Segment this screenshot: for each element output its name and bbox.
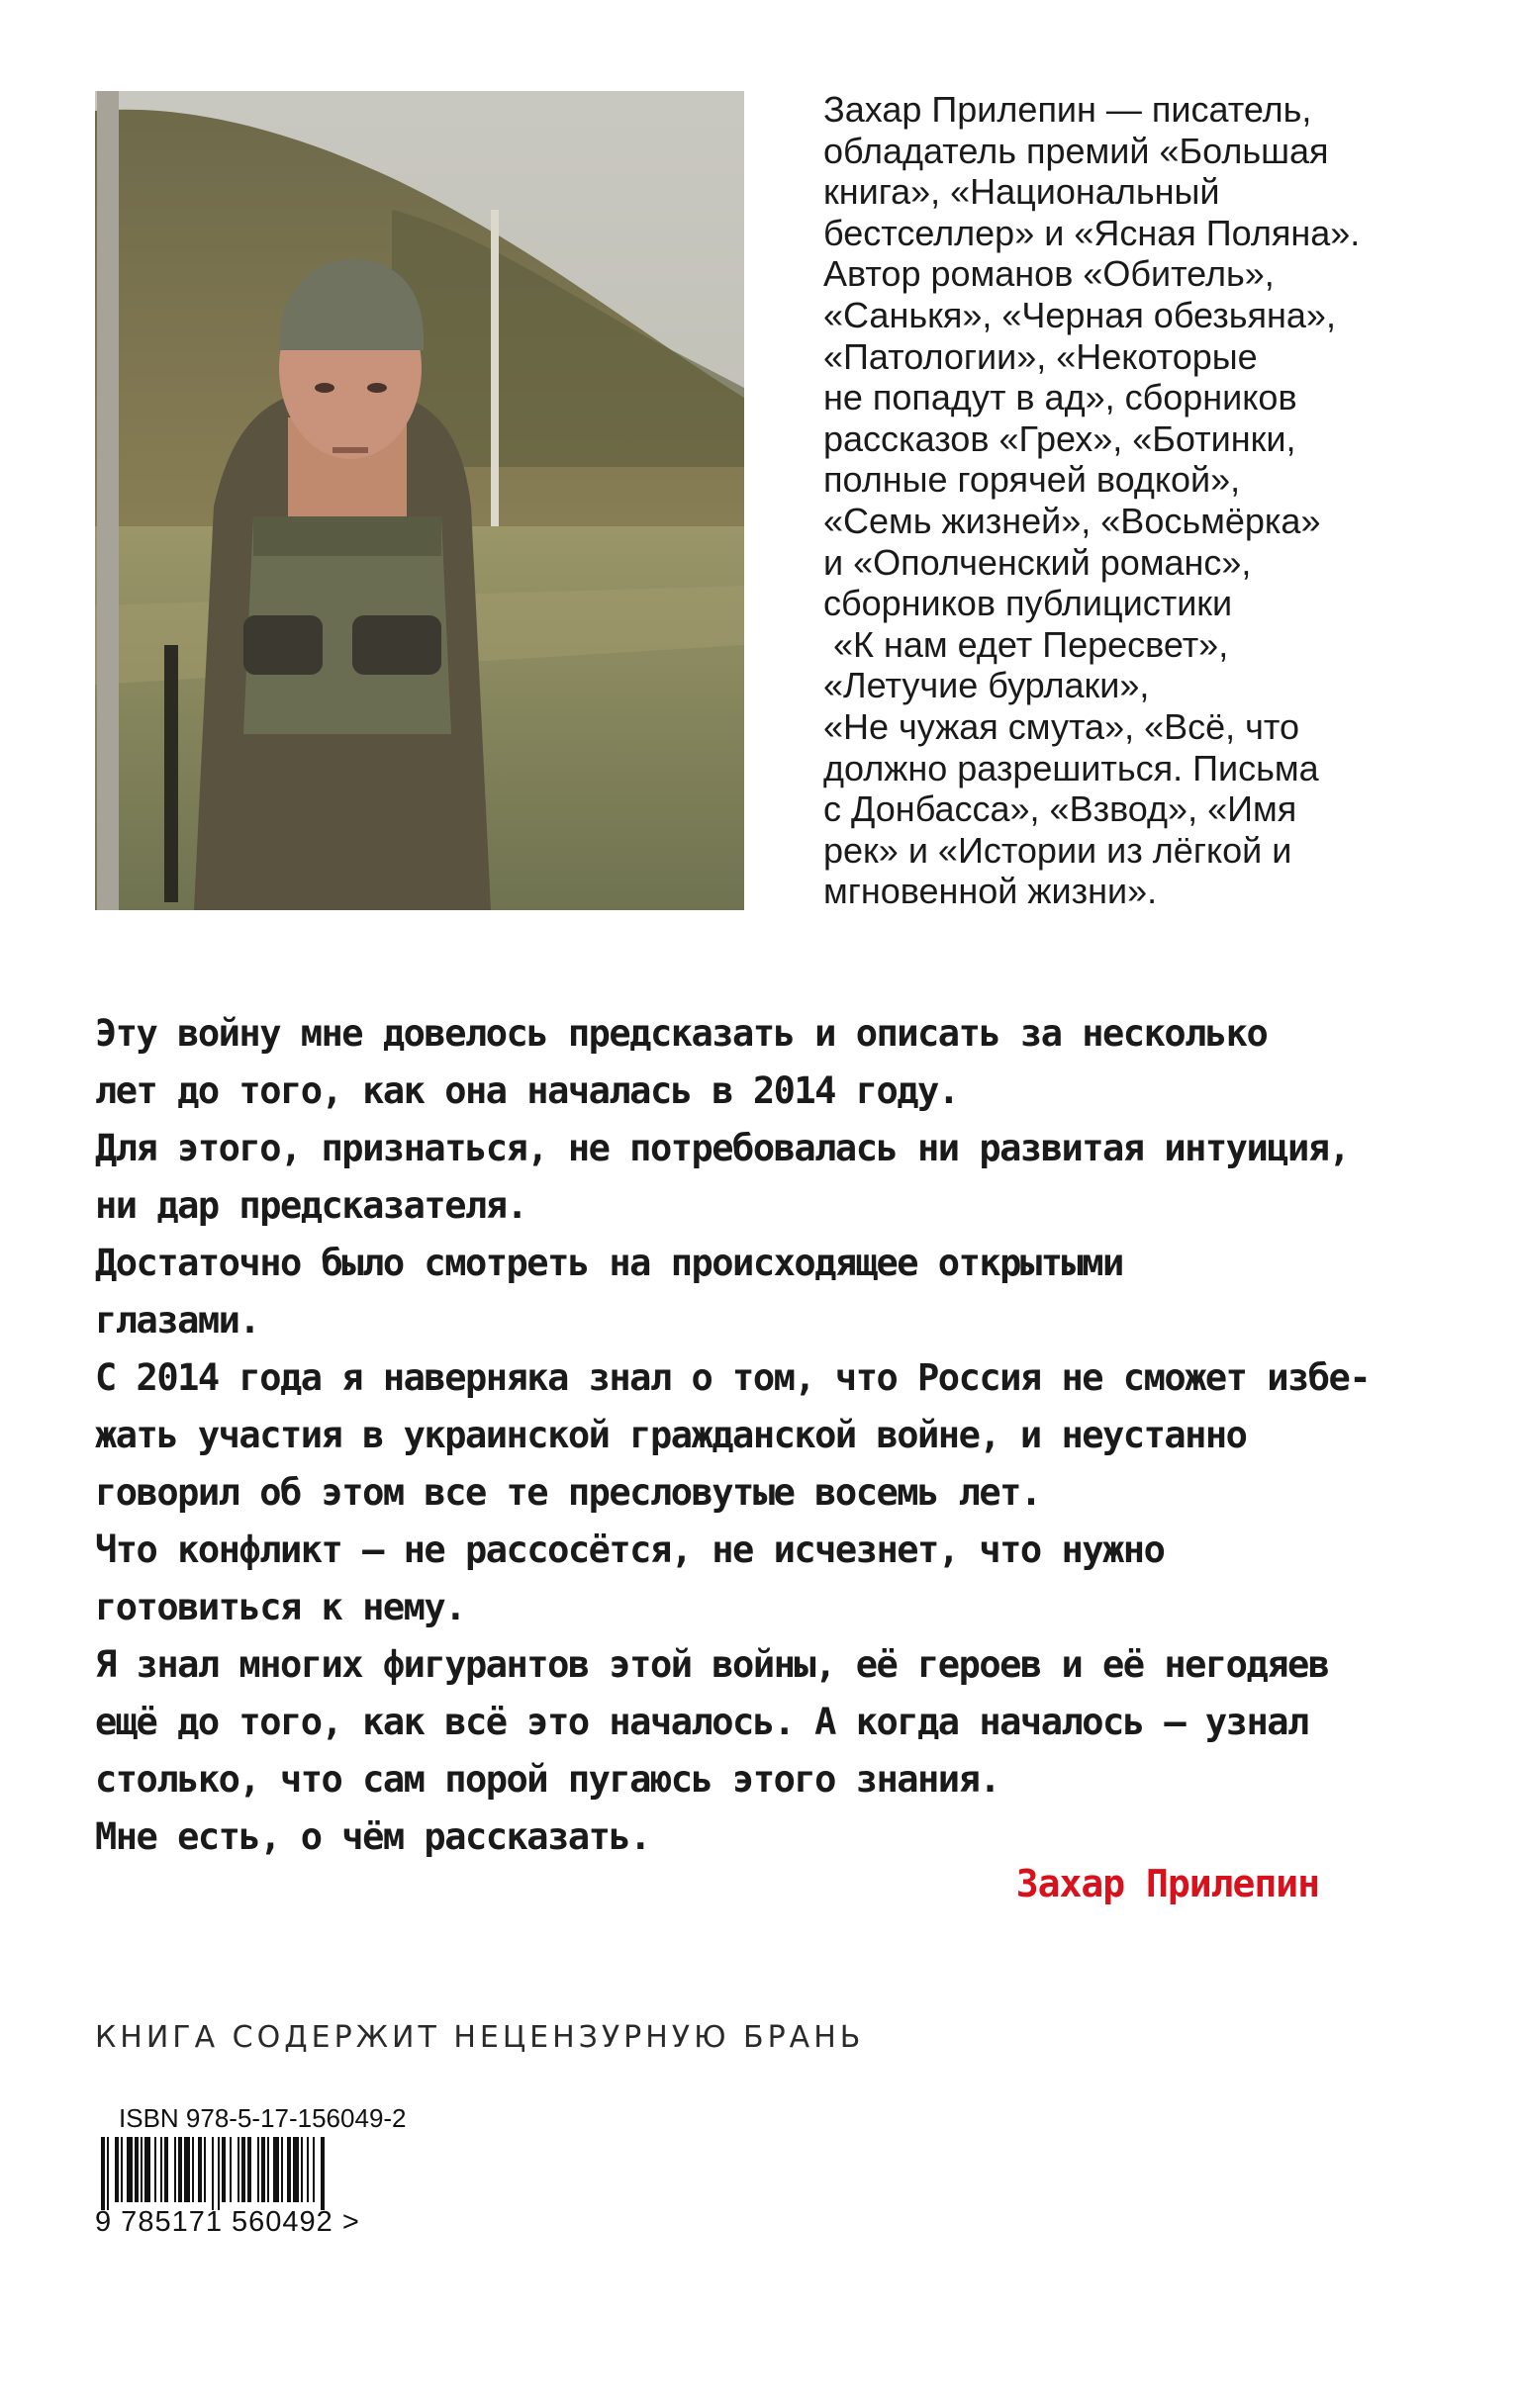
bio-line: полные горячей водкой», — [823, 459, 1241, 501]
annotation-line: Эту войну мне довелось предсказать и описать за несколько — [95, 1012, 1268, 1055]
bio-line: «Не чужая смута», «Всё, что — [823, 705, 1300, 747]
barcode-icon — [95, 2137, 431, 2210]
annotation-line: жать участия в украинской гражданской войне, и неустанно — [95, 1414, 1247, 1456]
bio-line: рассказов «Грех», «Ботинки, — [823, 417, 1296, 459]
annotation-line: ни дар предсказателя. — [95, 1184, 527, 1227]
bio-line: не попадут в ад», сборников — [823, 377, 1297, 418]
bio-line: «К нам едет Пересвет», — [823, 623, 1229, 665]
author-photo-illustration — [95, 91, 744, 910]
bio-line: сборников публицистики — [823, 583, 1233, 624]
author-photo — [95, 91, 744, 910]
bio-line: рек» и «Истории из лёгкой и — [823, 829, 1292, 871]
annotation-line: С 2014 года я наверняка знал о том, что Россия не сможет избе- — [95, 1356, 1371, 1399]
annotation-line: Для этого, признаться, не потребовалась ни развитая интуиция, — [95, 1127, 1350, 1169]
annotation-line: лет до того, как она началась в 2014 году. — [95, 1069, 959, 1112]
barcode-block — [95, 2103, 451, 2252]
bio-line: обладатель премий «Большая — [823, 130, 1329, 171]
bio-line: мгновенной жизни». — [823, 871, 1158, 912]
bio-line: «Санькя», «Черная обезьяна», — [823, 294, 1336, 335]
annotation-line: столько, что сам порой пугаюсь этого знания. — [95, 1758, 1000, 1801]
bio-line: «Летучие бурлаки», — [823, 665, 1150, 706]
bio-line: Захар Прилепин — писатель, — [823, 89, 1312, 130]
annotation-line: Достаточно было смотреть на происходящее открытыми — [95, 1242, 1123, 1284]
bio-line: «Патологии», «Некоторые — [823, 335, 1258, 377]
annotation-line: Что конфликт — не рассосётся, не исчезнет, что нужно — [95, 1528, 1165, 1571]
annotation-line: глазами. — [95, 1299, 260, 1342]
annotation-line: готовиться к нему. — [95, 1586, 465, 1628]
bio-line: и «Ополченский романс», — [823, 541, 1252, 583]
annotation-line: Я знал многих фигурантов этой войны, её героев и её негодяев — [95, 1643, 1329, 1686]
bio-line: Автор романов «Обитель», — [823, 253, 1275, 295]
bio-line: должно разрешиться. Письма — [823, 747, 1319, 788]
bio-line: с Донбасса», «Взвод», «Имя — [823, 788, 1297, 830]
barcode-digits: 9 785171 560492 > — [95, 2206, 360, 2238]
annotation-line: говорил об этом все те пресловутые восемь лет. — [95, 1471, 1041, 1514]
content-warning: КНИГА СОДЕРЖИТ НЕЦЕНЗУРНУЮ БРАНЬ — [95, 2020, 865, 2055]
bio-line: книга», «Национальный — [823, 171, 1220, 213]
isbn-label: ISBN 978-5-17-156049-2 — [119, 2103, 407, 2133]
annotation-text — [95, 1005, 1381, 1866]
bio-line: «Семь жизней», «Восьмёрка» — [823, 500, 1321, 541]
author-bio — [823, 89, 1457, 912]
annotation-line: ещё до того, как всё это началось. А когда началось — узнал — [95, 1701, 1308, 1743]
author-signature: Захар Прилепин — [1015, 1862, 1319, 1905]
bio-line: бестселлер» и «Ясная Поляна». — [823, 212, 1361, 253]
annotation-line: Мне есть, о чём рассказать. — [95, 1815, 650, 1858]
